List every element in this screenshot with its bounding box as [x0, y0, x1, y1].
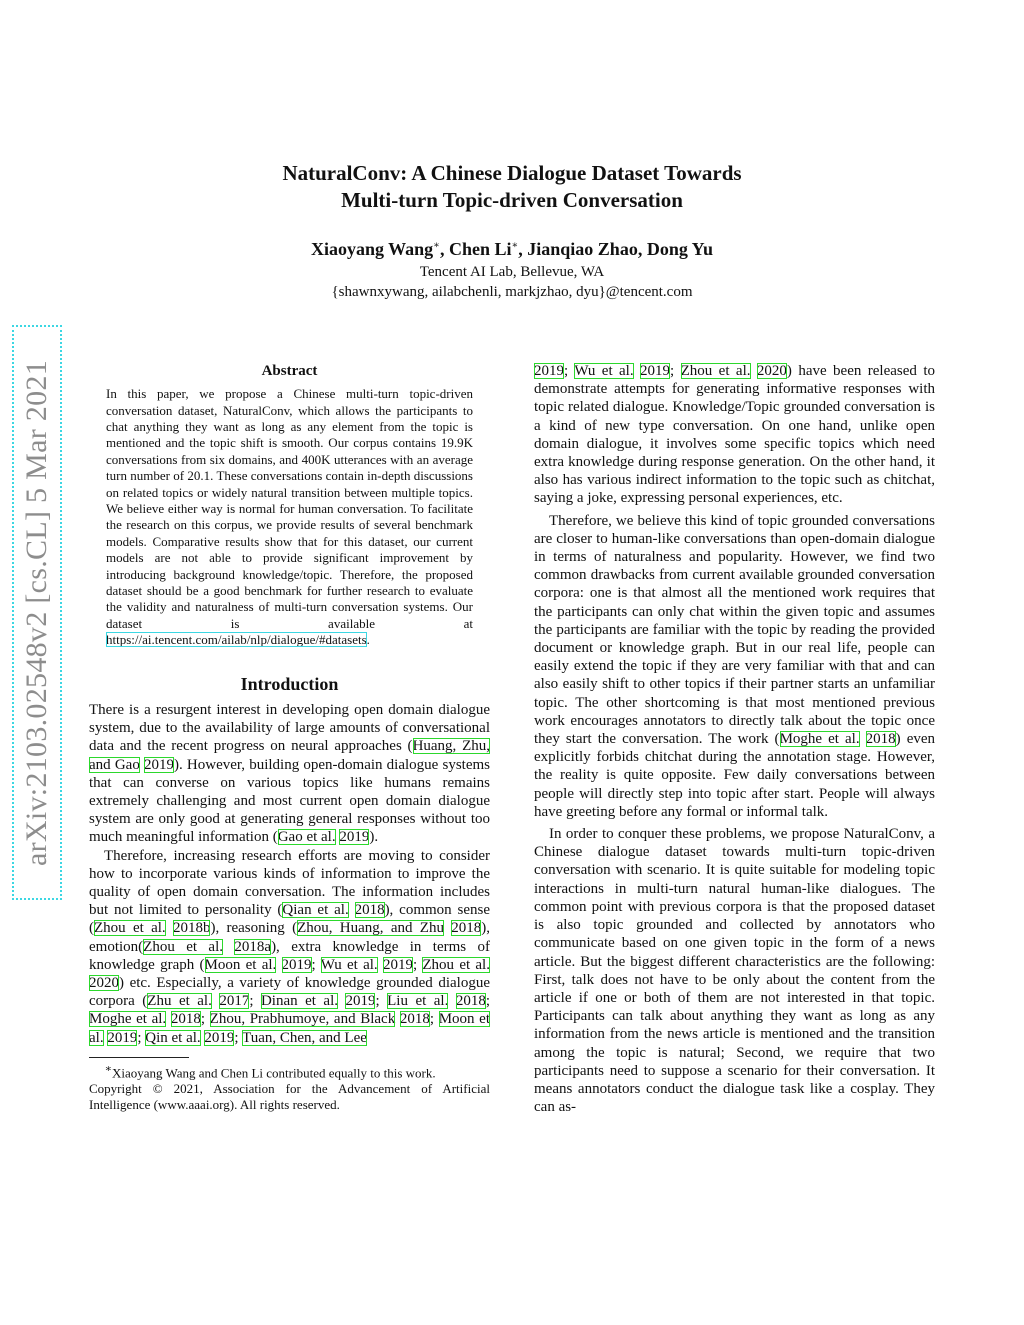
citation-year-link[interactable]: 2019 — [107, 1029, 138, 1046]
intro-paragraph-1: There is a resurgent interest in developing open domain dialogue system, due to the availability of large amounts of conversational data and the recent progress on neural approaches (Huang, Zhu, and Gao 2019). However, building open-domain dialogue systems that can converse on various topics like humans remains extremely challenging and most current open domain dialogue system are only good at generating general responses without too much meaningful information (Gao et al. 2019). — [89, 701, 490, 846]
citation-year-link[interactable]: 2019 — [281, 956, 312, 973]
footnotes — [89, 1057, 490, 1113]
title-line-2: Multi-turn Topic-driven Conversation — [341, 188, 683, 212]
citation-year-link[interactable]: 2019 — [339, 829, 370, 846]
citation-year-link[interactable]: 2018 — [354, 902, 385, 919]
citation-link[interactable]: Gao et al. — [277, 829, 336, 846]
author-2: Chen Li — [448, 239, 512, 259]
citation-year-link[interactable]: 2019 — [640, 363, 671, 379]
citation-link[interactable]: Wu et al. — [574, 363, 634, 379]
citation-link[interactable]: Moghe et al. — [779, 731, 860, 748]
footnote-equal-contribution: ∗Xiaoyang Wang and Chen Li contributed equally to this work. — [104, 1062, 436, 1081]
citation-year-link[interactable]: 2019 — [204, 1029, 235, 1046]
equal-contribution-mark: ∗ — [433, 240, 440, 251]
affiliation: Tencent AI Lab, Bellevue, WA — [419, 264, 605, 280]
title-line-1: NaturalConv: A Chinese Dialogue Dataset Towards — [282, 161, 742, 185]
citation-year-link[interactable]: 2018a — [234, 938, 272, 955]
citation-link[interactable]: Zhou et al. — [680, 363, 751, 379]
abstract-text: In this paper, we propose a Chinese multi-turn topic-driven conversation dataset, NaturalConv, which allows the participants to chat anything they want as long as any element from the topic is mentioned and the topic shift is smooth. Our corpus contains 19.9K conversations from six domains, and 400K utterances with an average turn number of 20.1. These conversations contain in-depth discussions on related topics or widely natural transition between multiple topics. We believe either way is normal for human conversation. To facilitate the research on this corpus, we provide results of several benchmark models. Comparative results show that for this dataset, our current models are not able to provide significant improvement by introducing background knowledge/topic. Therefore, the proposed dataset should be a good benchmark for further research to evaluate the validity and naturalness of multi-turn conversation systems. Our dataset is available at — [106, 386, 473, 631]
intro-paragraph-2: Therefore, increasing research efforts are moving to consider how to incorporate various kinds of information to improve the quality of open domain conversation. The information includes but not limited to personality (Qian et al. 2018), common sense (Zhou et al. 2018b), reasoning (Zhou, Huang, and Zhu 2018), emotion(Zhou et al. 2018a), extra knowledge in terms of knowledge graph (Moon et al. 2019; Wu et al. 2019; Zhou et al. 2020) etc. Especially, a variety of knowledge grounded dialogue corpora (Zhu et al. 2017; Dinan et al. 2019; Liu et al. 2018; Moghe et al. 2018; Zhou, Prabhumoye, and Black 2018; Moon et al. 2019; Qin et al. 2019; Tuan, Chen, and Lee — [89, 847, 491, 1046]
right-paragraph-1: 2019; Wu et al. 2019; Zhou et al. 2020) have been released to demonstrate attempts for generating informative responses with topic related dialogue. Knowledge/Topic grounded conversation is a kind of new type conversation. On one hand, unlike open domain dialogue, it involves some specific topics which need extra knowledge during response generation. On the other hand, it also has various indirect information to the topic such as chitchat, saying a joke, expressing personal experiences, etc. — [534, 363, 935, 507]
citation-year-link[interactable]: 2018 — [451, 920, 482, 937]
citation-link[interactable]: Zhou et al. — [94, 920, 166, 937]
dataset-url-link[interactable]: https://ai.tencent.com/ailab/nlp/dialogue/#datasets — [106, 632, 367, 648]
paper-title — [200, 160, 824, 214]
citation-link[interactable]: Liu et al. — [387, 993, 449, 1010]
citation-link[interactable]: Zhou et al. — [422, 956, 490, 973]
abstract-heading: Abstract — [261, 363, 318, 379]
arxiv-identifier: arXiv:2103.02548v2 [cs.CL] 5 Mar 2021 — [20, 359, 53, 866]
affiliation-block — [200, 262, 824, 302]
citation-link[interactable]: Tuan, Chen, and Lee — [242, 1029, 367, 1046]
citation-year-link[interactable]: 2018 — [455, 993, 486, 1010]
citation-year-link[interactable]: 2019 — [534, 363, 564, 379]
author-emails: {shawnxywang, ailabchenli, markjzhao, dyu}@tencent.com — [331, 284, 693, 300]
citation-year-link[interactable]: 2018 — [399, 1011, 430, 1028]
citation-year-link[interactable]: 2020 — [756, 363, 787, 379]
citation-link[interactable]: Zhou et al. — [143, 938, 223, 955]
abstract-body: In this paper, we propose a Chinese multi-turn topic-driven conversation dataset, NaturalConv, which allows the participants to chat anything they want as long as any element from the topic is mentioned and the topic shift is smooth. Our corpus contains 19.9K conversations from six domains, and 400K utterances with an average turn number of 20.1. These conversations contain in-depth discussions on related topics or widely natural transition between multiple topics. We believe either way is normal for human conversation. To facilitate the research on this corpus, we provide results of several benchmark models. Comparative results show that for this dataset, our current models are not able to provide significant improvement by introducing background knowledge/topic. Therefore, the proposed dataset should be a good benchmark for further research to evaluate the validity and naturalness of multi-turn conversation systems. Our dataset is available at https://ai.tencent.com/ailab/nlp/dialogue/#datasets. — [106, 386, 473, 648]
citation-year-link[interactable]: 2018 — [170, 1011, 201, 1028]
citation-link[interactable]: Moghe et al. — [89, 1011, 167, 1028]
footnote-copyright: Copyright © 2021, Association for the Advancement of Artificial Intelligence (www.aaai.org). All rights reserved. — [89, 1080, 490, 1112]
author-list: Xiaoyang Wang∗, Chen Li∗, Jianqiao Zhao, Dong Yu — [310, 239, 714, 259]
authors-rest: Jianqiao Zhao, Dong Yu — [527, 239, 714, 259]
right-paragraph-3: In order to conquer these problems, we propose NaturalConv, a Chinese dialogue dataset towards multi-turn topic-driven conversation with scenario. It is quite suitable for modeling topic interactions in multi-turn natural human-like dialogues. The common point with previous corpora is that the proposed dataset is also topic grounded and collected by annotators who communicate based on one given topic in the form of a news article. But the biggest different characteristics are the following: First, talk does not have to be only about the content from the article if one or both of them are not interested in that topic. Participants can talk about anything they want as long as any information from the news article is mentioned and the transition among the topic is natural; Second, we require that two participants need to suppose a scenario for their conversation. It means annotators conduct the dialogue task like a cosplay. They can as- — [534, 826, 935, 1116]
equal-contribution-mark: ∗ — [511, 240, 519, 251]
citation-link[interactable]: Zhou, Huang, and Zhu — [297, 920, 444, 937]
citation-link[interactable]: Qin et al. — [145, 1029, 201, 1046]
citation-link[interactable]: Dinan et al. — [260, 993, 338, 1010]
citation-year-link[interactable]: 2018b — [172, 920, 211, 937]
citation-year-link[interactable]: 2020 — [89, 974, 119, 991]
citation-year-link[interactable]: 2017 — [219, 993, 250, 1010]
citation-year-link[interactable]: 2019 — [382, 956, 413, 973]
footnote-rule — [89, 1057, 189, 1058]
citation-link[interactable]: Zhu et al. — [147, 993, 212, 1010]
introduction-heading: Introduction — [240, 673, 339, 694]
right-column — [534, 362, 935, 1116]
citation-link[interactable]: Zhou, Prabhumoye, and Black — [209, 1011, 396, 1028]
author-1: Xiaoyang Wang — [310, 239, 434, 259]
citation-year-link[interactable]: 2019 — [345, 993, 376, 1010]
right-paragraph-2: Therefore, we believe this kind of topic grounded conversations are closer to human-like conversations than open-domain dialogue in terms of naturalness and popularity. However, we find two common drawbacks from current available grounded conversation corpora: one is that almost all the mentioned work requires that the participants can only chat within the given topic and assumes the participants are familiar with the topic by reading the provided document or knowledge graph. But in our real life, people can easily extend the topic if they are very familiar with that and can also easily shift to other topics if their partner starts an unfamiliar topic. The other shortcoming is that most mentioned previous work encourages annotators to directly talk about the topic once they start the conversation. The work (Moghe et al. 2018) even explicitly forbids chitchat during the annotation stage. However, the reality is quite opposite. Few daily conversations between people will directly step into topic after start. People will always have greeting before any formal or informal talk. — [534, 512, 936, 820]
left-column — [89, 362, 490, 1112]
citation-link[interactable]: Moon et al. — [204, 956, 277, 973]
citation-year-link[interactable]: 2019 — [144, 756, 174, 773]
citation-link[interactable]: Qian et al. — [282, 902, 349, 919]
citation-year-link[interactable]: 2018 — [865, 731, 896, 748]
citation-link[interactable]: Huang, Zhu, and Gao — [89, 738, 490, 773]
arxiv-identifier-link[interactable] — [12, 325, 62, 900]
citation-link[interactable]: Wu et al. — [320, 956, 378, 973]
citation-link[interactable]: Moon et al. — [89, 1011, 490, 1046]
